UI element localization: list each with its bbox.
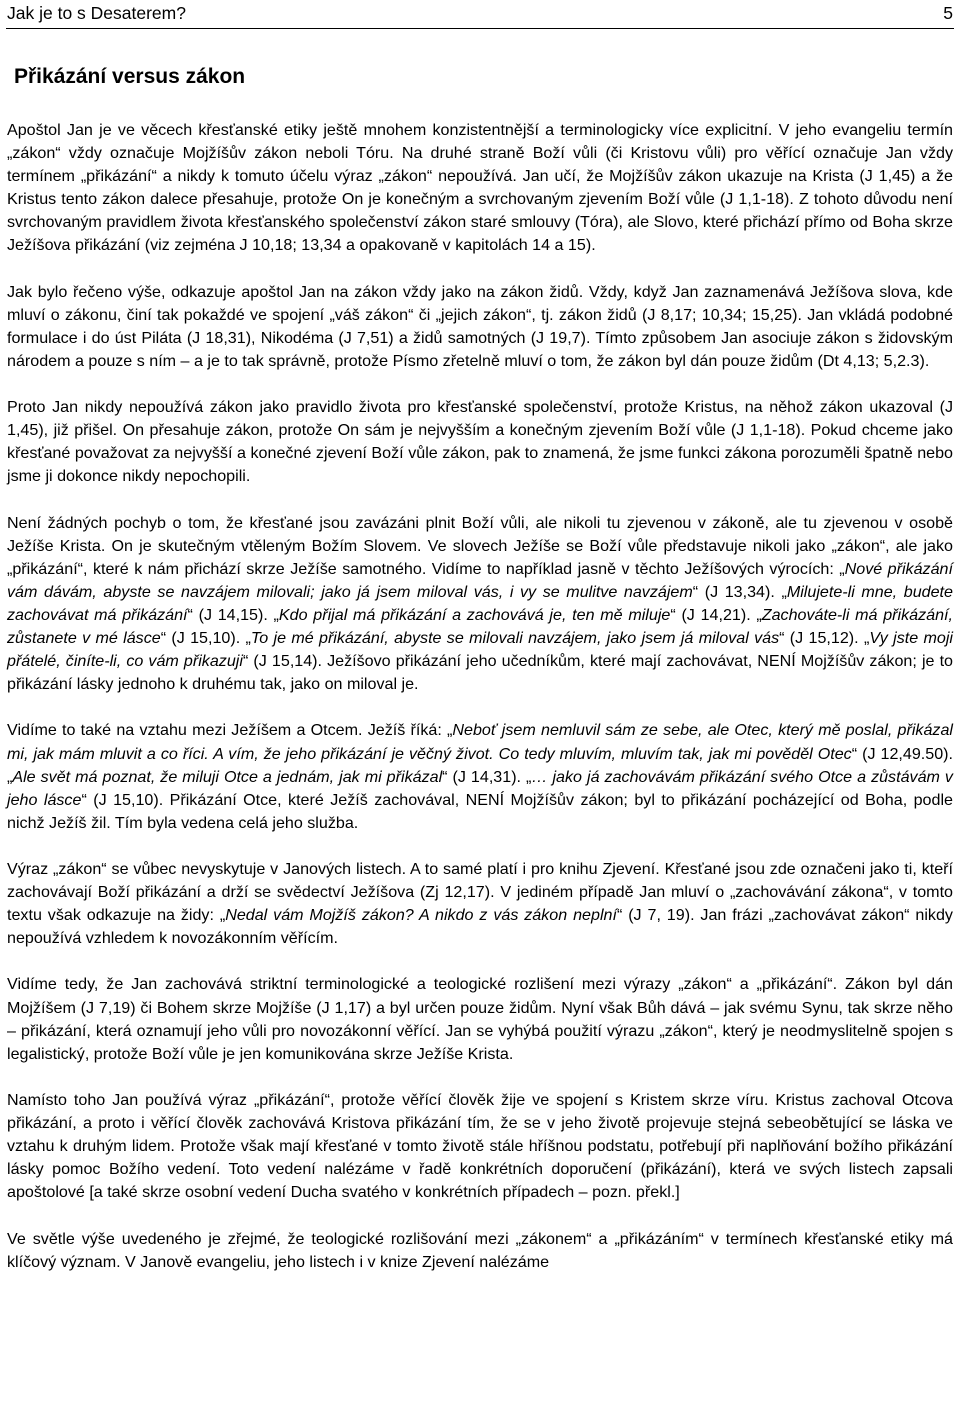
paragraph <box>7 1228 953 1274</box>
text-run: “ (J 14,21). „ <box>670 605 762 624</box>
scripture-quote: Neboť jsem nemluvil sám ze sebe, ale Otec, který mě poslal, přikázal mi, jak mám mluvit a co říci. A vím, že jeho přikázání je věčný život. Co tedy mluvím, mluvím tak, jak mi pověděl Otec <box>7 721 953 763</box>
scripture-quote: Zachováte-li má přikázání, zůstanete v mé lásce <box>7 605 953 648</box>
text-run: “ (J 15,10). Přikázání Otce, které Ježíš zachovával, NENÍ Mojžíšův zákon; byl to přikázání pocházející od Boha, podle nichž Ježíš žil. Tím byla vedena celá jeho služba. <box>7 790 953 832</box>
text-run: Jak bylo řečeno výše, odkazuje apoštol Jan na zákon vždy jako na zákon židů. Vždy, když Jan zaznamenává Ježíšova slova, kde mluví o zákonu, činí tak pokaždé ve spojení „váš zákon“ či „jejich zákon“, tj. zákon židů (J 8,17; 10,34; 15,25). Jan vkládá podobné formulace i do úst Piláta (J 18,31), Nikodéma (J 7,51) a židů samotných (J 19,7). Tímto způsobem Jan asociuje zákon s židovským národem a pouze s ním – a je to tak správně, protože Písmo zřetelně mluví o tom, že zákon byl dán pouze židům (Dt 4,13; 5,2.3). <box>7 282 953 370</box>
text-run: Ve světle výše uvedeného je zřejmé, že teologické rozlišování mezi „zákonem“ a „přikázáním“ v termínech křesťanské etiky má klíčový význam. V Janově evangeliu, jeho listech i v knize Zjevení nalézáme <box>7 1229 953 1271</box>
scripture-quote: … jako já zachovávám přikázání svého Otce a zůstávám v jeho lásce <box>7 767 953 809</box>
text-run: Apoštol Jan je ve věcech křesťanské etiky ještě mnohem konzistentnější a terminologicky více explicitní. V jeho evangeliu termín „zákon“ vždy označuje Mojžíšův zákon neboli Tóru. Na druhé straně Boží vůli (či Kristovu vůli) pro věřící označuje Jan vždy termínem „přikázání“ a nikdy k tomuto účelu výraz „zákon“ nepoužívá. Jan učí, že Mojžíšův zákon ukazuje na Krista (J 1,45) a že Kristus tento zákon dalece přesahuje, protože On je konečným a svrchovaným zjevením Boží vůle (J 1,1-18). Z tohoto důvodu není svrchovaným pravidlem života křesťanského společenství zákon staré smlouvy (Tóra), ale Slovo, které přichází přímo od Boha skrze Ježíšova přikázání (viz zejména J 10,18; 13,34 a opakovaně v kapitolách 14 a 15). <box>7 121 953 255</box>
text-run: Vidíme tedy, že Jan zachovává striktní terminologické a teologické rozlišení mezi výrazy „zákon“ a „přikázání“. Zákon byl dán Mojžíšem (J 7,19) či Bohem skrze Mojžíše (J 1,17) a byl určen pouze židům. Nyní však Bůh dává – jak svému Synu, tak skrze něho – přikázání, která oznamují jeho vůli pro novozákonní věřící. Jan se vyhýbá použití výrazu „zákon“, který je neodmyslitelně spojen s legalistický, protože Boží vůle je jen komunikována skrze Ježíše Krista. <box>7 975 953 1063</box>
body-text <box>7 119 953 1297</box>
scripture-quote: To je mé přikázání, abyste se milovali navzájem, jako jsem já miloval vás <box>250 629 780 648</box>
text-run: “ (J 14,15). „ <box>187 605 279 624</box>
paragraph <box>7 396 953 488</box>
scripture-quote: Ale svět má poznat, že miluji Otce a jednám, jak mi přikázal <box>12 767 443 786</box>
text-run: “ (J 14,31). „ <box>442 767 532 786</box>
text-run: Proto Jan nikdy nepoužívá zákon jako pravidlo života pro křesťanské společenství, protože Kristus, na něhož zákon ukazoval (J 1,45), již přišel. On přesahuje zákon, protože On sám je nejvyšším a konečným zjevením Boží vůle (J 1,1-18). Pokud chceme jako křesťané považovat za nejvyšší a konečné zjevení Boží vůle zákon, pak to znamená, že jsme funkci zákona porozuměli špatně nebo jsme ji dokonce nikdy nepochopili. <box>7 398 953 486</box>
text-run: “ (J 12,49.50). „ <box>7 744 953 786</box>
text-run: “ (J 15,10). „ <box>160 629 251 648</box>
scripture-quote: Milujete-li mne, budete zachovávat má přikázání <box>7 582 953 624</box>
text-run: Výraz „zákon“ se vůbec nevyskytuje v Janových listech. A to samé platí i pro knihu Zjevení. Křesťané jsou zde označeni jako ti, kteří zachovávají Boží přikázání a drží se svědectví Ježíšova (Zj 12,17). V jediném případě Jan mluví o „zachovávání zákona“, v tomto textu však odkazuje na židy: „ <box>7 860 953 925</box>
scripture-quote: Nové přikázání vám dávám, abyste se navzájem milovali; jako já jsem miloval vás, i vy se mulitve navzájem <box>7 559 953 601</box>
text-run: “ (J 15,12). „ <box>779 629 870 648</box>
scripture-quote: Vy jste moji přátelé, činíte-li, co vám přikazuji <box>7 629 953 671</box>
section-heading: Přikázání versus zákon <box>14 65 246 88</box>
text-run: Vidíme to také na vztahu mezi Ježíšem a Otcem. Ježíš říká: „ <box>7 721 453 740</box>
text-run: Není žádných pochyb o tom, že křesťané jsou zavázáni plnit Boží vůli, ale nikoli tu zjevenou v zákoně, ale tu zjevenou v osobě Ježíše Krista. On je skutečným vtěleným Božím Slovem. Ve slovech Ježíše se Boží vůle představuje nikoli jako „zákon“, ale jako „přikázání“, které k nám přichází skrze Ježíše samotného. Vidíme to například jasně v těchto Ježíšových výrocích: „ <box>7 513 953 578</box>
paragraph <box>7 973 953 1065</box>
paragraph <box>7 512 953 697</box>
paragraph <box>7 281 953 373</box>
text-run: “ (J 7, 19). Jan frázi „zachovávat zákon“ nikdy nepoužívá vzhledem k novozákonním věřícím. <box>7 906 953 948</box>
page-header <box>7 0 953 26</box>
page-number: 5 <box>943 3 953 23</box>
paragraph <box>7 719 953 834</box>
paragraph <box>7 1089 953 1204</box>
text-run: “ (J 15,14). Ježíšovo přikázání jeho učedníkům, které mají zachovávat, NENÍ Mojžíšův zákon; je to přikázání lásky jednoho k druhému tak, jako on miloval je. <box>7 652 953 694</box>
running-title: Jak je to s Desaterem? <box>7 3 186 23</box>
scripture-quote: Nedal vám Mojžíš zákon? A nikdo z vás zákon neplní <box>225 906 617 925</box>
paragraph <box>7 858 953 950</box>
text-run: Namísto toho Jan používá výraz „přikázání“, protože věřící člověk žije ve spojení s Kristem skrze víru. Kristus zachoval Otcova přikázání, a proto i věřící člověk zachovává Kristova přikázání tím, že se v jeho životě projevuje stejná sebeobětující se láska ve vztahu k druhým lidem. Protože však mají křesťané v tomto životě stále hříšnou podstatu, potřebují při naplňování božího přikázání lásky pomoc Božího vedení. Toto vedení nalézáme v řadě konkrétních doporučení (přikázání), která ve svých listech zapsali apoštolové [a také skrze osobní vedení Ducha svatého v konkrétních případech – pozn. překl.] <box>7 1090 953 1202</box>
header-rule <box>6 28 954 29</box>
paragraph <box>7 119 953 258</box>
text-run: “ (J 13,34). „ <box>692 582 787 601</box>
scripture-quote: Kdo přijal má přikázání a zachovává je, ten mě miluje <box>278 605 671 624</box>
